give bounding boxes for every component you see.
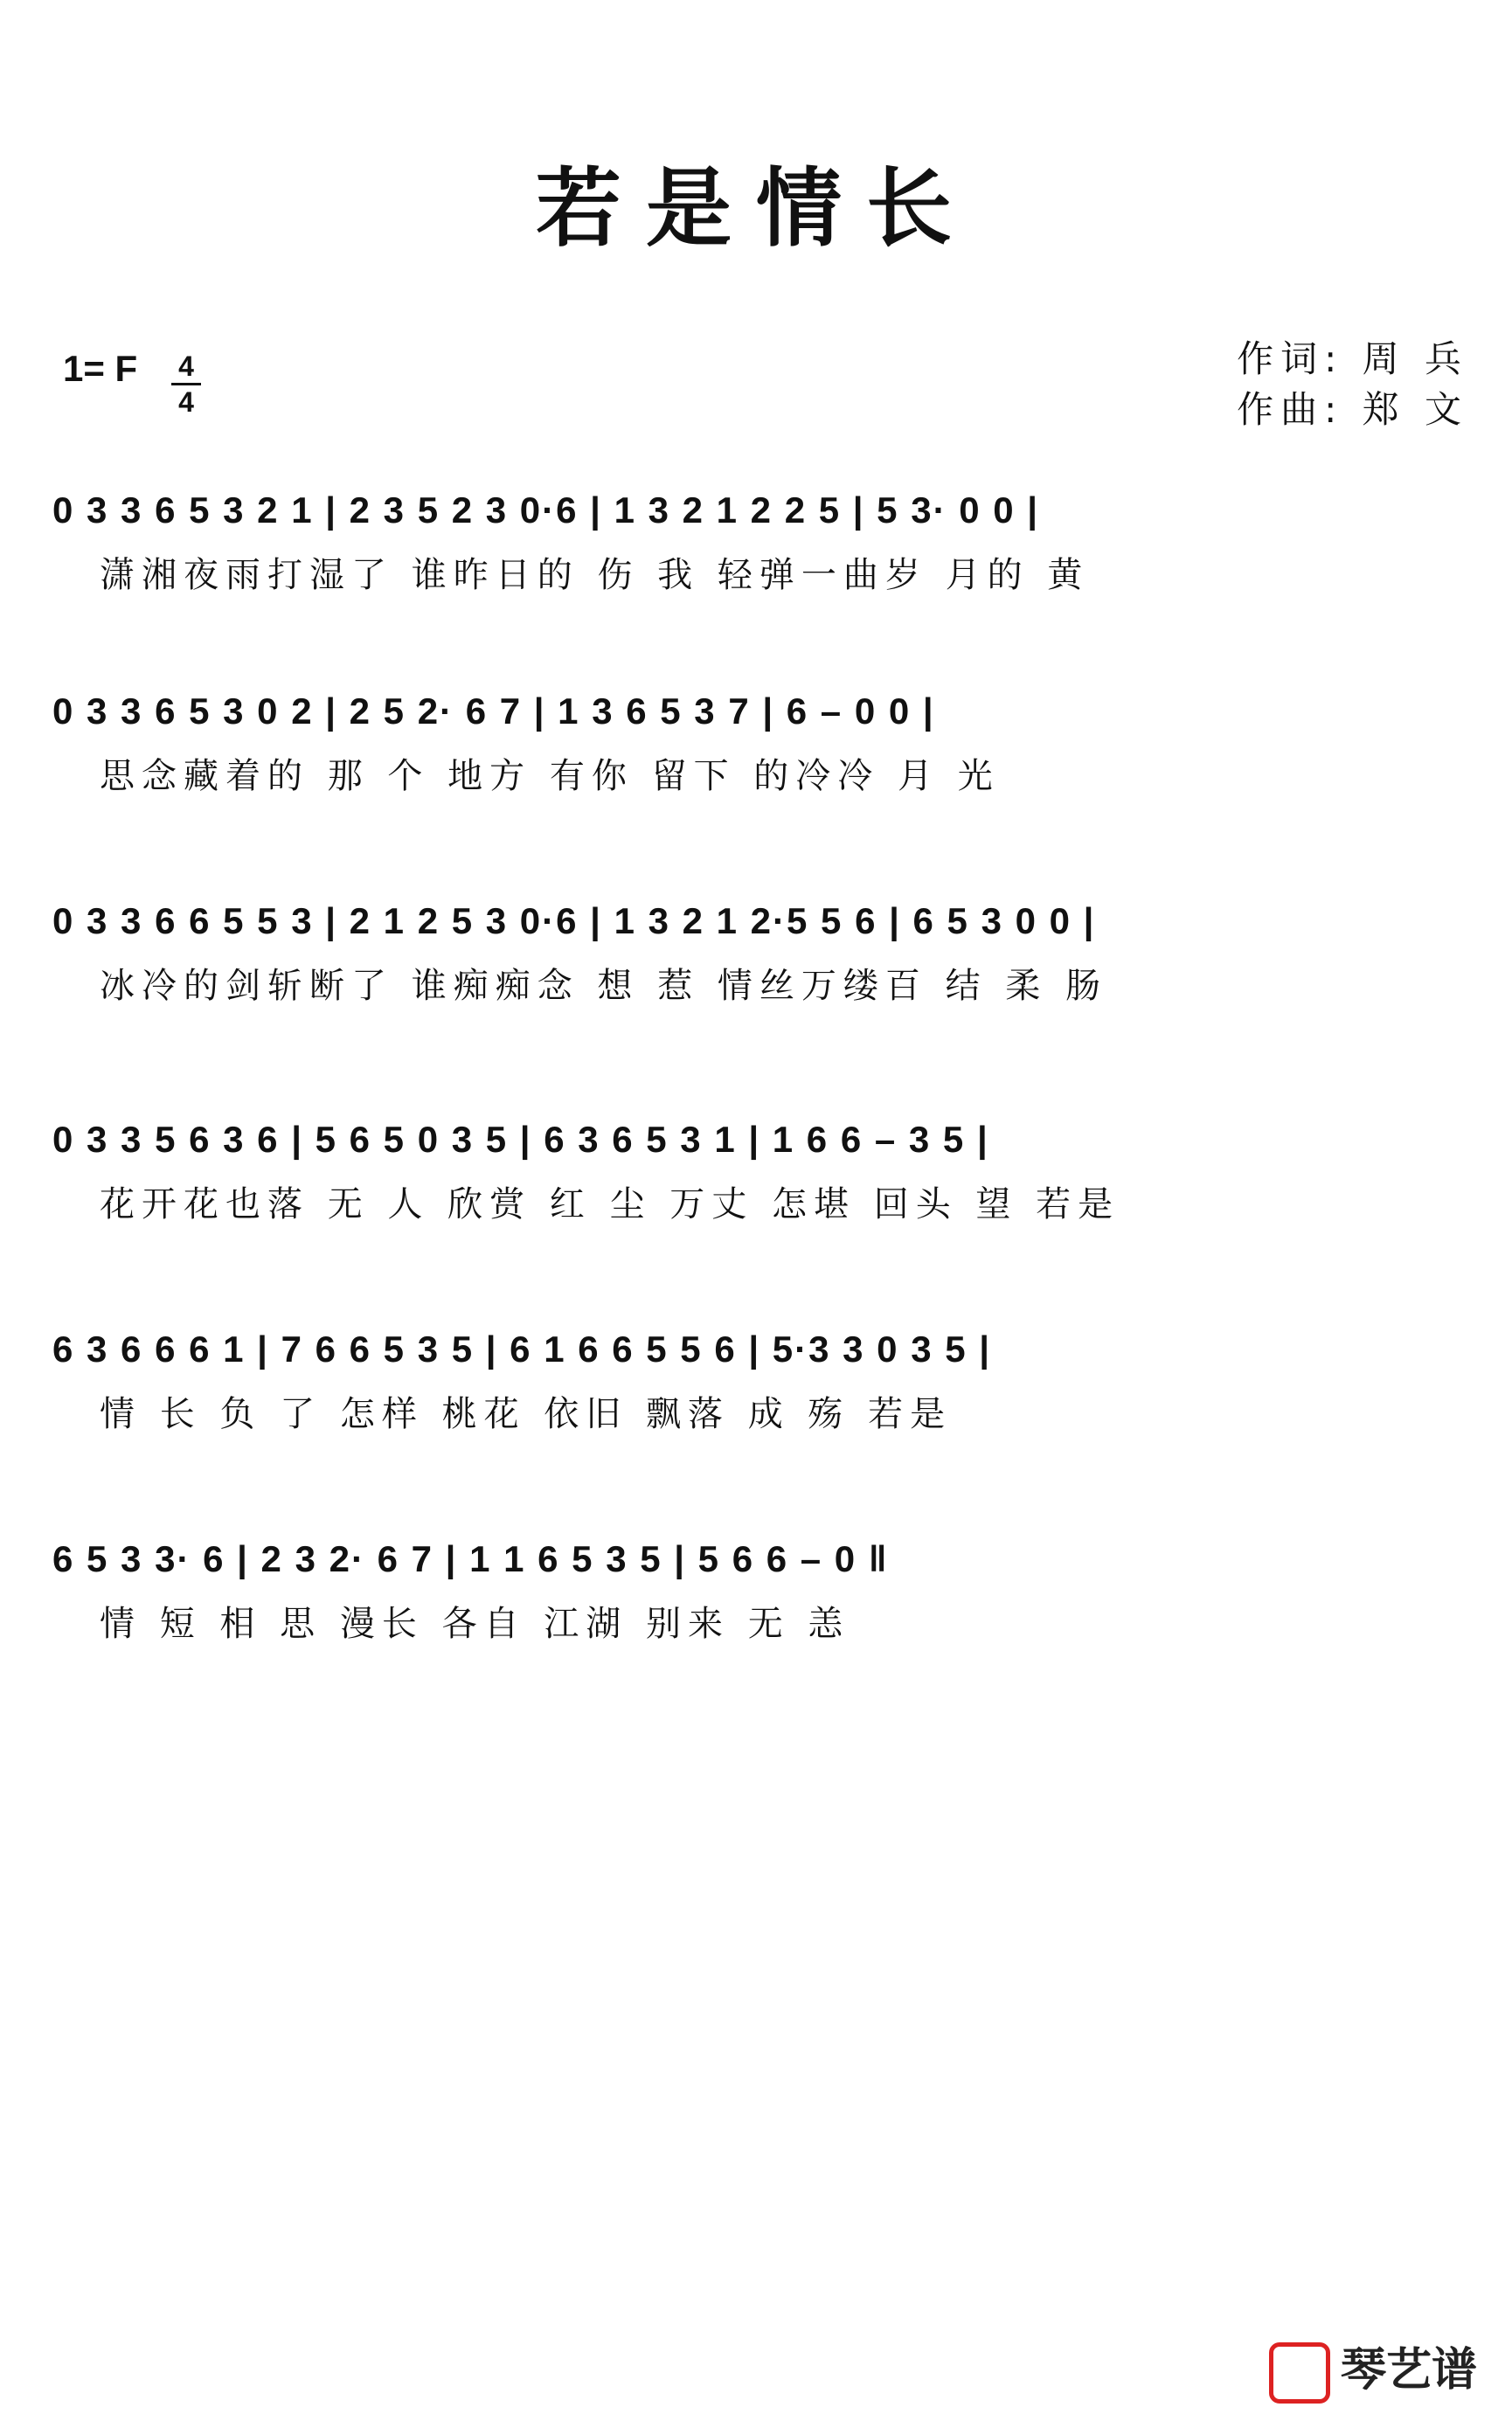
page-title: 若是情长	[535, 158, 976, 259]
lyrics-line: 情 短 相 思 漫长 各自 江湖 别来 无 恙	[100, 1604, 850, 1644]
lyrics-line: 花开花也落 无 人 欣赏 红 尘 万丈 怎堪 回头 望 若是	[100, 1184, 1120, 1224]
notes-line: 0 3 3 6 5 3 0 2 | 2 5 2· 6 7 | 1 3 6 5 3 7 | 6 – 0 0 |	[52, 690, 935, 732]
score-system-5	[52, 1311, 1486, 1436]
lyrics-line: 情 长 负 了 怎样 桃花 依旧 飘落 成 殇 若是	[100, 1394, 953, 1434]
time-signature-top: 4	[178, 350, 194, 382]
lyrics-line: 冰冷的剑斩断了 谁痴痴念 想 惹 情丝万缕百 结 柔 肠	[100, 966, 1108, 1006]
lyricist: 作词: 周 兵	[1237, 337, 1468, 380]
site-logo: 琴艺谱	[1269, 2333, 1477, 2404]
notes-line: 6 3 6 6 6 1 | 7 6 6 5 3 5 | 6 1 6 6 5 5 6 | 5·3 3 0 3 5 |	[52, 1328, 992, 1370]
credits	[1237, 334, 1468, 435]
time-signature	[171, 351, 201, 417]
composer: 作曲: 郑 文	[1237, 388, 1468, 431]
score-system-6	[52, 1521, 1486, 1646]
logo-mark-icon	[1269, 2342, 1330, 2404]
score-system-4	[52, 1101, 1486, 1226]
score-system-1	[52, 472, 1486, 597]
notes-line: 0 3 3 5 6 3 6 | 5 6 5 0 3 5 | 6 3 6 5 3 1 | 1 6 6 – 3 5 |	[52, 1119, 989, 1160]
score-system-2	[52, 673, 1486, 798]
notes-line: 0 3 3 6 6 5 5 3 | 2 1 2 5 3 0·6 | 1 3 2 1 2·5 5 6 | 6 5 3 0 0 |	[52, 900, 1096, 941]
lyrics-line: 思念藏着的 那 个 地方 有你 留下 的冷冷 月 光	[100, 756, 1000, 796]
key-signature: 1= F	[63, 348, 138, 389]
notes-line: 0 3 3 6 5 3 2 1 | 2 3 5 2 3 0·6 | 1 3 2 1 2 2 5 | 5 3· 0 0 |	[52, 489, 1040, 531]
time-signature-bottom: 4	[178, 386, 194, 418]
score-system-3	[52, 883, 1486, 1008]
lyrics-line: 潇湘夜雨打湿了 谁昨日的 伤 我 轻弹一曲岁 月的 黄	[100, 555, 1090, 595]
notes-line: 6 5 3 3· 6 | 2 3 2· 6 7 | 1 1 6 5 3 5 | 5 6 6 – 0 ‖	[52, 1538, 889, 1579]
